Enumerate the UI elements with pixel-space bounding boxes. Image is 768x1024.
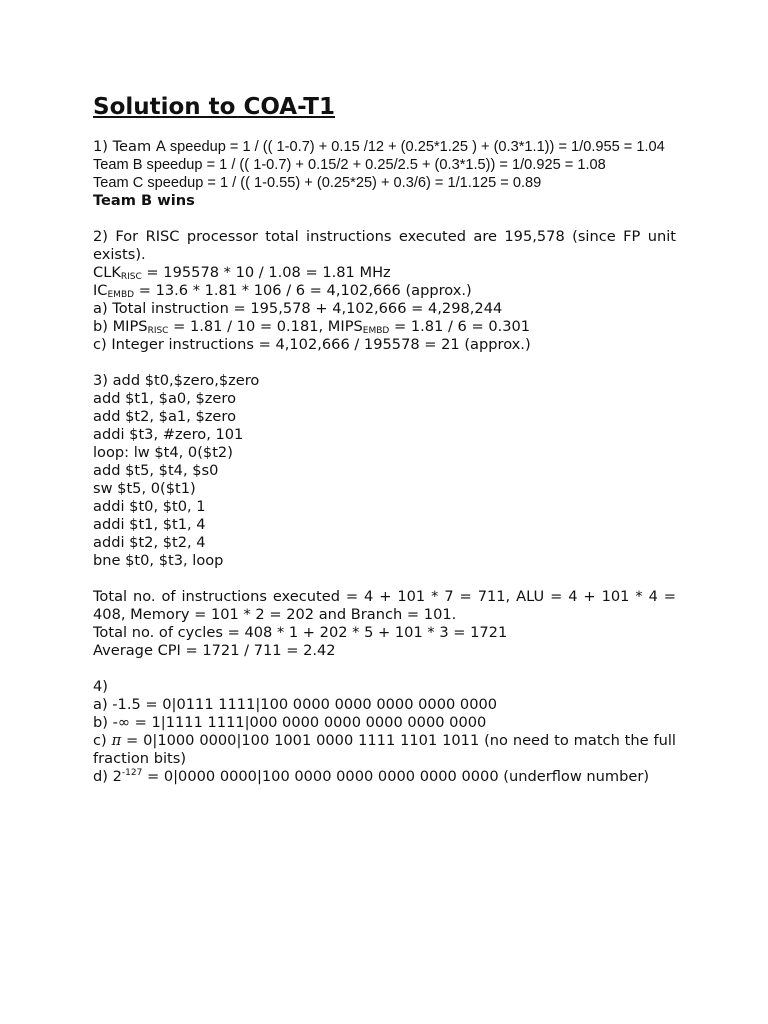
q2-b-value: = 1.81 / 6 = 0.301 <box>389 318 531 335</box>
q2-ic-sub: EMBD <box>107 290 135 300</box>
q2-ic <box>93 282 676 300</box>
q4-c <box>93 732 676 768</box>
q3-code-line: add $t5, $t4, $s0 <box>93 462 219 479</box>
q2-b-sub2: EMBD <box>362 326 390 336</box>
q2-clk-label: CLK <box>93 264 121 281</box>
q3-total-instructions: Total no. of instructions executed = 4 + 101 * 7 = 711, ALU = 4 + 101 * 4 = 408, Memory = 101 * 2 = 202 and Branch = 101. <box>93 588 676 623</box>
q4-d-value: = 0|0000 0000|100 0000 0000 0000 0000 0000 (underflow number) <box>142 768 650 785</box>
q1-team-a <box>93 138 676 156</box>
q2-ic-value: = 13.6 * 1.81 * 106 / 6 = 4,102,666 (approx.) <box>134 282 472 299</box>
q4-d-exponent: -127 <box>121 768 143 778</box>
q1-team-b: Team B speedup = 1 / (( 1-0.7) + 0.15/2 + 0.25/2.5 + (0.3*1.5)) = 1/0.925 = 1.08 <box>93 157 606 173</box>
q4-d <box>93 768 676 786</box>
q2-b <box>93 318 676 336</box>
q4-b: b) -∞ = 1|1111 1111|000 0000 0000 0000 0000 0000 <box>93 714 487 731</box>
q2-b-mid: = 1.81 / 10 = 0.181, MIPS <box>168 318 363 335</box>
q2-intro: 2) For RISC processor total instructions executed are 195,578 (since FP unit exists). <box>93 228 676 263</box>
q2-clk-value: = 195578 * 10 / 1.08 = 1.81 MHz <box>141 264 391 281</box>
q3-code-line: bne $t0, $t3, loop <box>93 552 224 569</box>
q3-code-line: loop: lw $t4, 0($t2) <box>93 444 233 461</box>
q1-label: 1) Team A <box>93 138 166 155</box>
q3-code-line: addi $t2, $t2, 4 <box>93 534 206 551</box>
q2-b-sub1: RISC <box>147 326 169 336</box>
q2-a: a) Total instruction = 195,578 + 4,102,666 = 4,298,244 <box>93 300 503 317</box>
page-title: Solution to COA-T1 <box>93 94 335 120</box>
q3-code-line: sw $t5, 0($t1) <box>93 480 196 497</box>
q3-code-line: addi $t3, #zero, 101 <box>93 426 244 443</box>
q2-b-label: b) MIPS <box>93 318 148 335</box>
q3-total-cycles: Total no. of cycles = 408 * 1 + 202 * 5 + 101 * 3 = 1721 <box>93 624 508 641</box>
pi-symbol: π <box>111 732 122 749</box>
q3-code-line: 3) add $t0,$zero,$zero <box>93 372 260 389</box>
q2-ic-label: IC <box>93 282 108 299</box>
q2-clk-sub: RISC <box>120 272 142 282</box>
q3-code-line: addi $t1, $t1, 4 <box>93 516 206 533</box>
q3-code-line: add $t1, $a0, $zero <box>93 390 237 407</box>
q3-code-line: add $t2, $a1, $zero <box>93 408 237 425</box>
q4-d-label: d) 2 <box>93 768 122 785</box>
q3-code-line: addi $t0, $t0, 1 <box>93 498 206 515</box>
q4-c-label: c) <box>93 732 112 749</box>
q1-team-c: Team C speedup = 1 / (( 1-0.55) + (0.25*25) + 0.3/6) = 1/1.125 = 0.89 <box>93 175 542 191</box>
q2-clk <box>93 264 676 282</box>
q4-label: 4) <box>93 678 108 695</box>
q3-average-cpi: Average CPI = 1721 / 711 = 2.42 <box>93 642 336 659</box>
q4-c-value: = 0|1000 0000|100 1001 0000 1111 1101 1011 (no need to match the full fraction bits) <box>93 732 676 767</box>
document-page <box>93 92 676 786</box>
q1-winner: Team B wins <box>93 192 195 209</box>
q2-c: c) Integer instructions = 4,102,666 / 195578 = 21 (approx.) <box>93 336 531 353</box>
q1-team-a-formula: speedup = 1 / (( 1-0.7) + 0.15 /12 + (0.25*1.25 ) + (0.3*1.1)) = 1/0.955 = 1.04 <box>165 139 665 155</box>
q4-a: a) -1.5 = 0|0111 1111|100 0000 0000 0000 0000 0000 <box>93 696 498 713</box>
